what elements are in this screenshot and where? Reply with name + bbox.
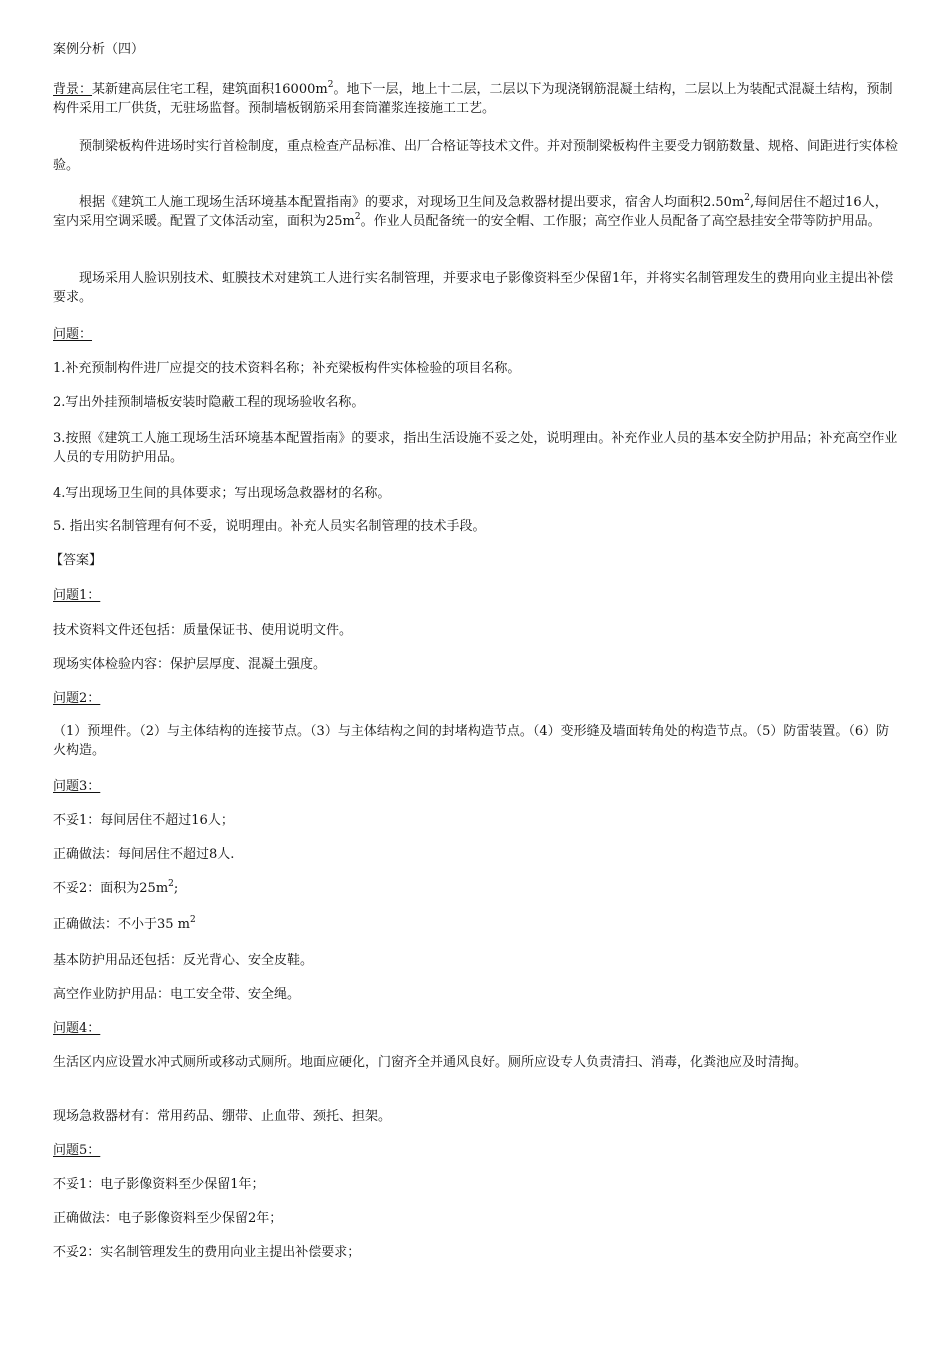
answer-3-line-3: [53, 879, 898, 898]
question-1: 1.补充预制构件进厂应提交的技术资料名称；补充梁板构件实体检验的项目名称。: [53, 361, 521, 376]
answer-2-label: [53, 689, 898, 708]
question-4: 4.写出现场卫生间的具体要求；写出现场急救器材的名称。: [53, 486, 391, 501]
superscript: 2: [354, 212, 361, 222]
background-paragraph-2: 预制梁板构件进场时实行首检制度，重点检查产品标准、出厂合格证等技术文件。并对预制梁板构件主要受力钢筋数量、规格、间距进行实体检验。: [53, 139, 899, 173]
answer-5-label-text: 问题5：: [53, 1143, 101, 1158]
answer-3-line-1: 不妥1：每间居住不超过16人；: [53, 813, 234, 828]
answer-5-line-1: 不妥1：电子影像资料至少保留1年；: [53, 1177, 265, 1192]
answer-4-line-2: 现场急救器材有：常用药品、绷带、止血带、颈托、担架。: [53, 1109, 392, 1124]
background-1a: 某新建高层住宅工程，建筑面积16000m: [92, 82, 328, 97]
answer-5-label: [53, 1141, 898, 1160]
superscript: 2: [327, 80, 334, 90]
answer-3-line-6: 高空作业防护用品：电工安全带、安全绳。: [53, 987, 301, 1002]
superscript: 2: [168, 879, 174, 889]
background-label: 背景：: [53, 82, 93, 97]
answer-3-line-2: 正确做法：每间居住不超过8人.: [53, 847, 235, 862]
answer-1-line-1: 技术资料文件还包括：质量保证书、使用说明文件。: [53, 623, 353, 638]
background-1b: 。地下一层，地上十二层，二层以下为现浇钢筋混凝土结构，二层以上为装配式混凝土结构，预制构件采用工厂供货，无驻场监督。预制墙板钢筋采用套筒灌浆连接施工工艺。: [53, 82, 893, 116]
question-3: 3.按照《建筑工人施工现场生活环境基本配置指南》的要求，指出生活设施不妥之处，说明理由。补充作业人员的基本安全防护用品；补充高空作业人员的专用防护用品。: [53, 431, 898, 465]
answer-3-line-5: 基本防护用品还包括：反光背心、安全皮鞋。: [53, 953, 314, 968]
answer-3-line-3b: ;: [173, 881, 179, 896]
question-2: 2.写出外挂预制墙板安装时隐蔽工程的现场验收名称。: [53, 395, 365, 410]
answer-1-line-2: 现场实体检验内容：保护层厚度、混凝土强度。: [53, 657, 327, 672]
answer-3-line-4a: 正确做法：不小于35 m: [53, 917, 191, 932]
questions-label: [53, 325, 898, 344]
background-paragraph-3: [53, 193, 898, 231]
answer-5-line-2: 正确做法：电子影像资料至少保留2年；: [53, 1211, 283, 1226]
answer-label: 【答案】: [50, 553, 103, 568]
background-paragraph-1: [53, 80, 898, 118]
background-3b: ,每间居住不超过16人，室内采用空调采暖。配置了文体活动室，面积为25m: [53, 195, 888, 229]
background-3c: 。作业人员配备统一的安全帽、工作服；高空作业人员配备了高空悬挂安全带等防护用品。: [360, 214, 881, 229]
answer-1-label-text: 问题1：: [53, 588, 101, 603]
answer-4-label-text: 问题4：: [53, 1021, 101, 1036]
answer-3-line-3a: 不妥2：面积为25m: [53, 881, 169, 896]
background-paragraph-4: 现场采用人脸识别技术、虹膜技术对建筑工人进行实名制管理，并要求电子影像资料至少保留1年，并将实名制管理发生的费用向业主提出补偿要求。: [53, 271, 894, 305]
answer-2-label-text: 问题2：: [53, 691, 101, 706]
answer-2-line-1: （1）预埋件。（2）与主体结构的连接节点。（3）与主体结构之间的封堵构造节点。（4）变形缝及墙面转角处的构造节点。（5）防雷装置。（6）防火构造。: [53, 724, 890, 758]
questions-label-text: 问题：: [53, 327, 93, 342]
answer-5-line-3: 不妥2：实名制管理发生的费用向业主提出补偿要求；: [53, 1245, 361, 1260]
superscript: 2: [190, 915, 196, 925]
superscript: 2: [744, 193, 751, 203]
answer-4-line-1: 生活区内应设置水冲式厕所或移动式厕所。地面应硬化，门窗齐全并通风良好。厕所应设专人负责清扫、消毒，化粪池应及时清掏。: [53, 1055, 808, 1070]
answer-1-label: [53, 586, 898, 605]
background-3a: 根据《建筑工人施工现场生活环境基本配置指南》的要求，对现场卫生间及急救器材提出要求，宿舍人均面积2.50m: [79, 195, 745, 210]
answer-3-label: [53, 777, 898, 796]
answer-3-label-text: 问题3：: [53, 779, 101, 794]
answer-3-line-4: [53, 915, 898, 934]
question-5: 5. 指出实名制管理有何不妥，说明理由。补充人员实名制管理的技术手段。: [53, 519, 486, 534]
doc-title: 案例分析（四）: [53, 42, 145, 57]
answer-4-label: [53, 1019, 898, 1038]
